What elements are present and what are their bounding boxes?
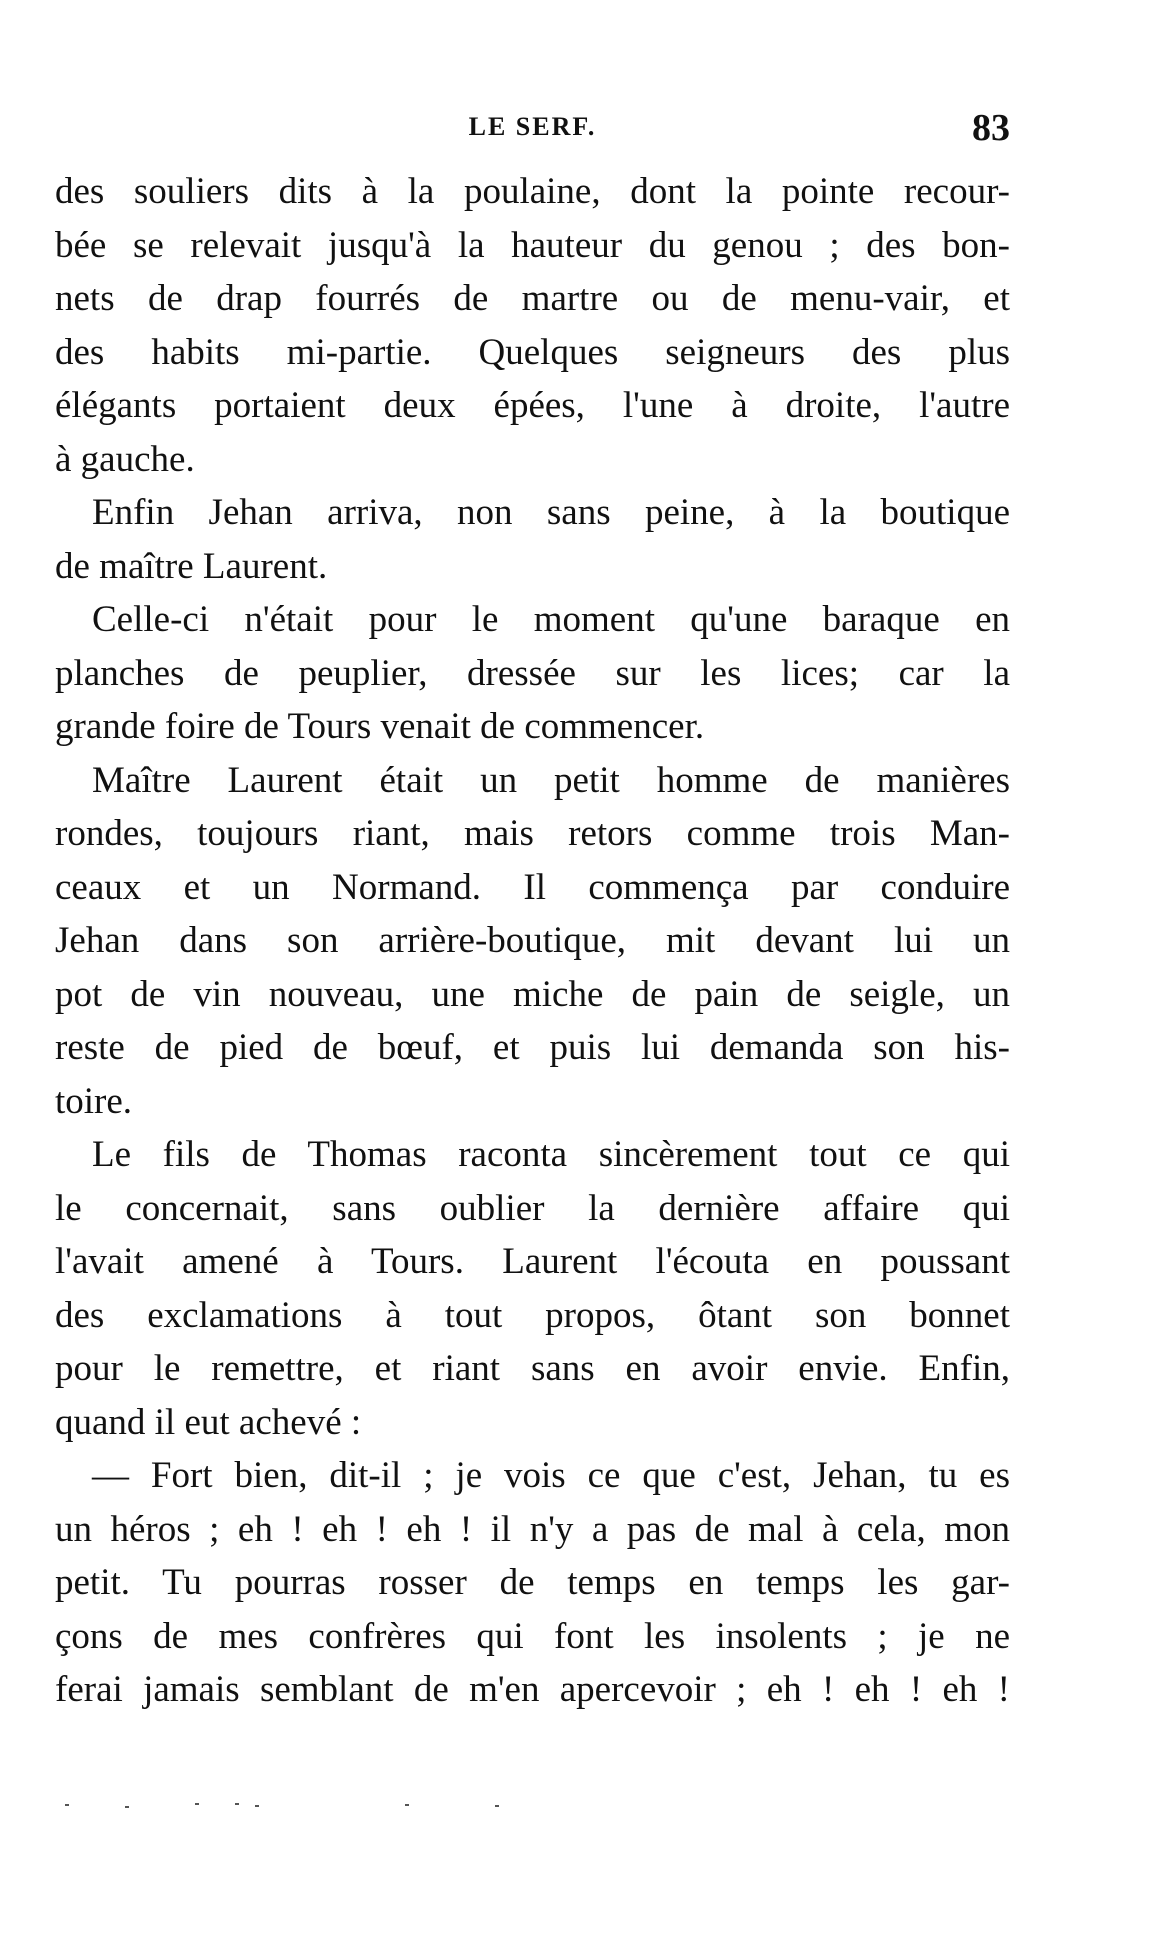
text-line: ferai jamais semblant de m'en apercevoir ; eh ! eh ! eh ! (55, 1669, 1010, 1710)
text-line: Jehan dans son arrière-boutique, mit devant lui un (55, 920, 1010, 961)
text-line: Maître Laurent était un petit homme de manières (92, 759, 1010, 801)
page-number: 83 (972, 107, 1010, 149)
body-text (55, 165, 1010, 1717)
speck (195, 1803, 199, 1805)
text-line: de maître Laurent. (55, 545, 328, 587)
text-line: — Fort bien, dit-il ; je vois ce que c'est, Jehan, tu es (92, 1455, 1010, 1496)
text-line: quand il eut achevé : (55, 1401, 362, 1443)
text-line: l'avait amené à Tours. Laurent l'écouta en poussant (55, 1241, 1010, 1282)
text-line: bée se relevait jusqu'à la hauteur du genou ; des bon- (55, 224, 1010, 266)
speck (235, 1803, 239, 1805)
text-line: Le fils de Thomas raconta sincèrement tout ce qui (92, 1134, 1010, 1175)
text-line: nets de drap fourrés de martre ou de menu-vair, et (55, 278, 1010, 319)
text-line: çons de mes confrères qui font les insolents ; je ne (55, 1615, 1010, 1657)
speck (255, 1805, 259, 1807)
speck (125, 1806, 129, 1808)
speck (65, 1804, 69, 1806)
running-title: LE SERF. (468, 112, 597, 141)
text-line: reste de pied de bœuf, et puis lui demanda son his- (55, 1027, 1010, 1068)
text-line: Celle-ci n'était pour le moment qu'une baraque en (92, 599, 1010, 640)
text-line: Enfin Jehan arriva, non sans peine, à la boutique (92, 492, 1010, 533)
text-line: à gauche. (55, 438, 195, 480)
text-line: grande foire de Tours venait de commencer. (55, 706, 705, 747)
text-line: planches de peuplier, dressée sur les lices; car la (55, 652, 1010, 694)
text-line: des exclamations à tout propos, ôtant son bonnet (55, 1294, 1010, 1336)
speck (405, 1804, 409, 1806)
speck (495, 1805, 499, 1807)
running-head (55, 106, 1010, 154)
text-line: un héros ; eh ! eh ! eh ! il n'y a pas de mal à cela, mon (55, 1508, 1010, 1550)
text-line: des souliers dits à la poulaine, dont la pointe recour- (55, 171, 1010, 212)
text-line: des habits mi-partie. Quelques seigneurs des plus (55, 331, 1010, 373)
text-line: ceaux et un Normand. Il commença par conduire (55, 866, 1010, 908)
print-specks (55, 1800, 1010, 1820)
text-line: le concernait, sans oublier la dernière affaire qui (55, 1187, 1010, 1229)
text-line: élégants portaient deux épées, l'une à droite, l'autre (55, 385, 1010, 426)
text-line: rondes, toujours riant, mais retors comme trois Man- (55, 813, 1010, 854)
text-line: petit. Tu pourras rosser de temps en temps les gar- (55, 1562, 1010, 1603)
text-line: pour le remettre, et riant sans en avoir envie. Enfin, (55, 1348, 1010, 1389)
text-line: pot de vin nouveau, une miche de pain de seigle, un (55, 973, 1010, 1015)
text-line: toire. (55, 1080, 133, 1122)
